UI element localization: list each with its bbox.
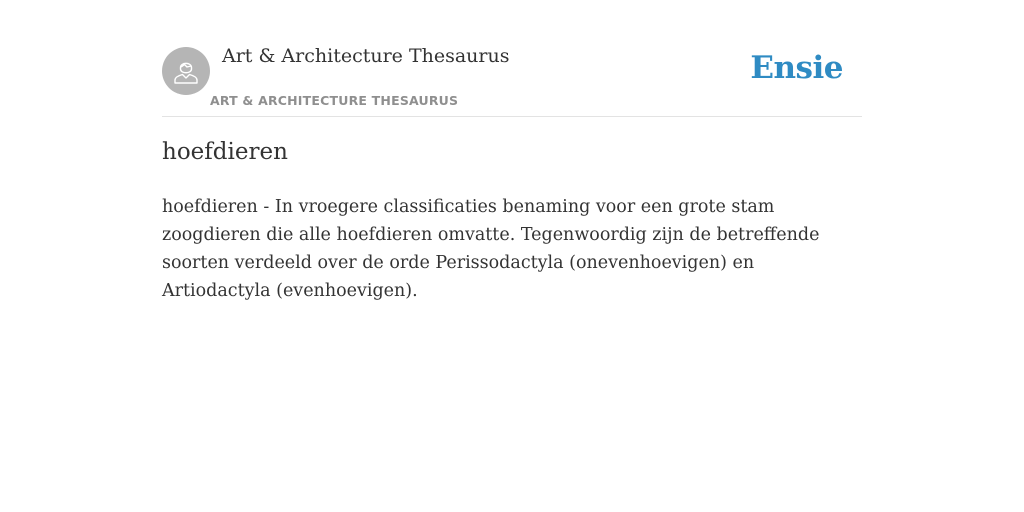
ensie-logo[interactable]: Ensie: [750, 50, 843, 86]
entry-definition: hoefdieren - In vroegere classificaties benaming voor een grote stam zoogdieren die alle hoefdieren omvatte. Tegenwoordig zijn de betreffende soorten verdeeld over de orde Perissodactyla (onevenhoevigen) en Artiodactyla (evenhoevigen).: [162, 197, 820, 301]
user-icon: [171, 56, 201, 86]
author-name-link[interactable]: Art & Architecture Thesaurus: [222, 45, 510, 67]
entry-term: hoefdieren: [162, 139, 288, 165]
author-subtitle: ART & ARCHITECTURE THESAURUS: [210, 93, 459, 108]
avatar[interactable]: [162, 47, 210, 95]
header: [162, 0, 862, 117]
